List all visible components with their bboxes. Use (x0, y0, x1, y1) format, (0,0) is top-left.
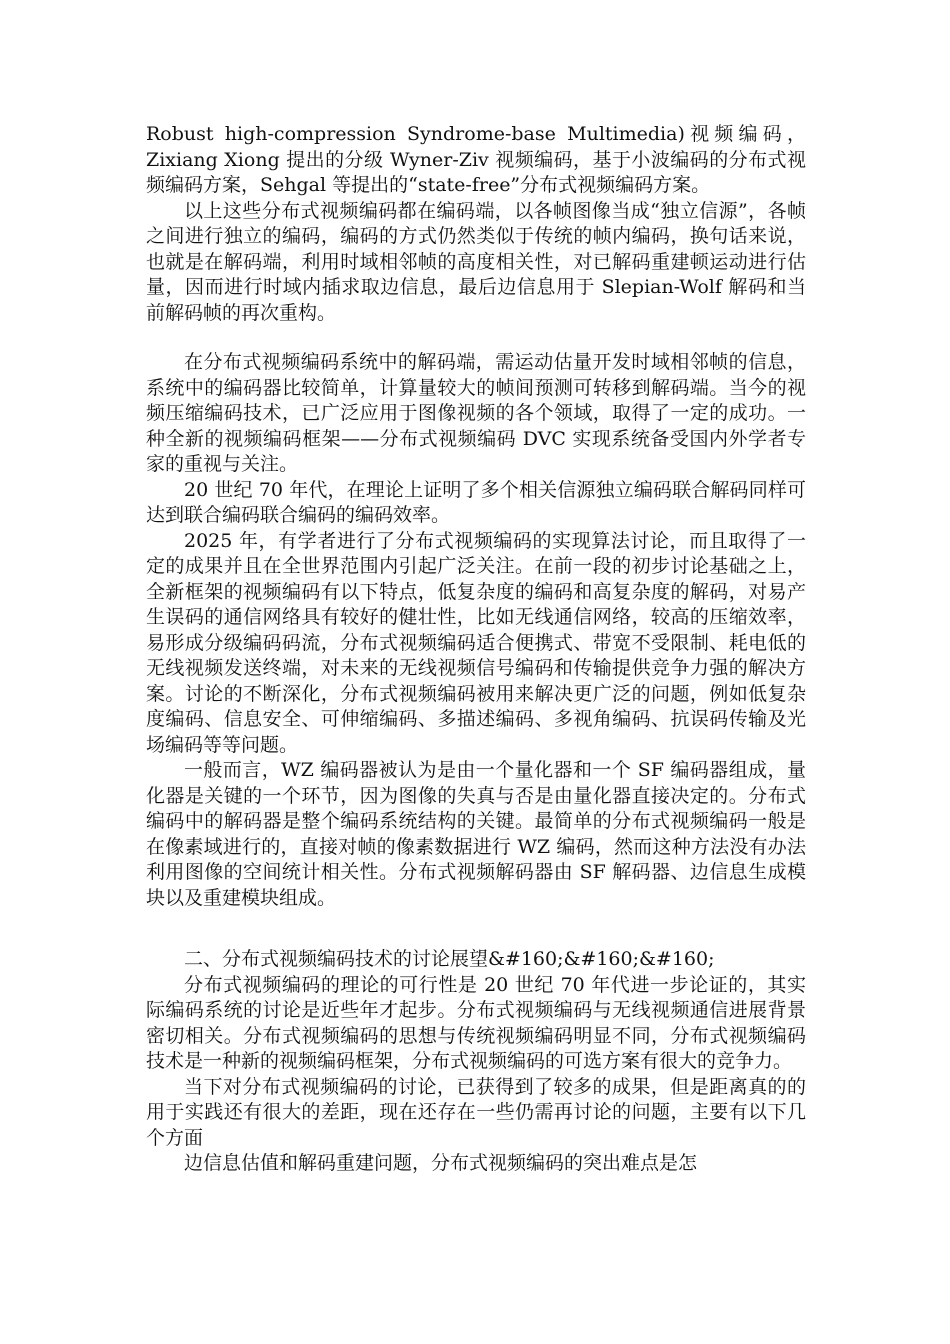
paragraph-wz-encoder: 一般而言，WZ 编码器被认为是由一个量化器和一个 SF 编码器组成，量化器是关键的一个环节，因为图像的失真与否是由量化器直接决定的。分布式编码中的解码器是整个编码系统结构的关键。最简单的分布式视频编码一般是在像素域进行的，直接对帧的像素数据进行 WZ 编码，然而这种方法没有办法利用图像的空间统计相关性。分布式视频解码器由 SF 解码器、边信息生成模块以及重建模块组成。 (146, 759, 806, 909)
paragraph-current-status: 当下对分布式视频编码的讨论，已获得到了较多的成果，但是距离真的的用于实践还有很大的差距，现在还存在一些仍需再讨论的问题，主要有以下几个方面 (146, 1075, 806, 1149)
paragraph-2025-research: 2025 年，有学者进行了分布式视频编码的实现算法讨论，而且取得了一定的成果并且在全世界范围内引起广泛关注。在前一段的初步讨论基础之上，全新框架的视频编码有以下特点，低复杂度的编码和高复杂度的解码，对易产生误码的通信网络具有较好的健壮性，比如无线通信网络，较高的压缩效率，易形成分级编码码流，分布式视频编码适合便携式、带宽不受限制、耗电低的无线视频发送终端，对未来的无线视频信号编码和传输提供竞争力强的解决方案。讨论的不断深化，分布式视频编码被用来解决更广泛的问题，例如低复杂度编码、信息安全、可伸缩编码、多描述编码、多视角编码、抗误码传输及光场编码等等问题。 (146, 529, 806, 756)
paragraph-encoder-overview: 以上这些分布式视频编码都在编码端，以各帧图像当成“独立信源”，各帧之间进行独立的编码，编码的方式仍然类似于传统的帧内编码，换句话来说，也就是在解码端，利用时域相邻帧的高度相关性，对已解码重建顿运动进行估量，因而进行时域内插求取边信息，最后边信息用于 Slepian-Wolf 解码和当前解码帧的再次重构。 (146, 199, 806, 324)
paragraph-feasibility: 分布式视频编码的理论的可行性是 20 世纪 70 年代进一步论证的，其实际编码系统的讨论是近些年才起步。分布式视频编码与无线视频通信进展背景密切相关。分布式视频编码的思想与传统视频编码明显不同，分布式视频编码技术是一种新的视频编码框架，分布式视频编码的可选方案有很大的竞争力。 (146, 973, 806, 1072)
paragraph-1970s-theory: 20 世纪 70 年代，在理论上证明了多个相关信源独立编码联合解码同样可达到联合编码联合编码的编码效率。 (146, 478, 806, 526)
paragraph-side-info: 边信息估值和解码重建问题，分布式视频编码的突出难点是怎 (184, 1152, 698, 1174)
section-heading: 二、分布式视频编码技术的讨论展望&#160;&#160;&#160; (184, 948, 715, 970)
paragraph-decoder-side: 在分布式视频编码系统中的解码端，需运动估量开发时域相邻帧的信息，系统中的编码器比较简单，计算量较大的帧间预测可转移到解码端。当今的视频压缩编码技术，已广泛应用于图像视频的各个领域，取得了一定的成功。一种全新的视频编码框架——分布式视频编码 DVC 实现系统备受国内外学者专家的重视与关注。 (146, 351, 806, 475)
paragraph-continuation: Robust high-compression Syndrome-base Multimedia)视频编码，Zixiang Xiong 提出的分级 Wyner-Ziv 视频编码，基于小波编码的分布式视频编码方案，Sehgal 等提出的“state-free”分布式视频编码方案。 (146, 123, 806, 196)
document-body (146, 122, 806, 1177)
